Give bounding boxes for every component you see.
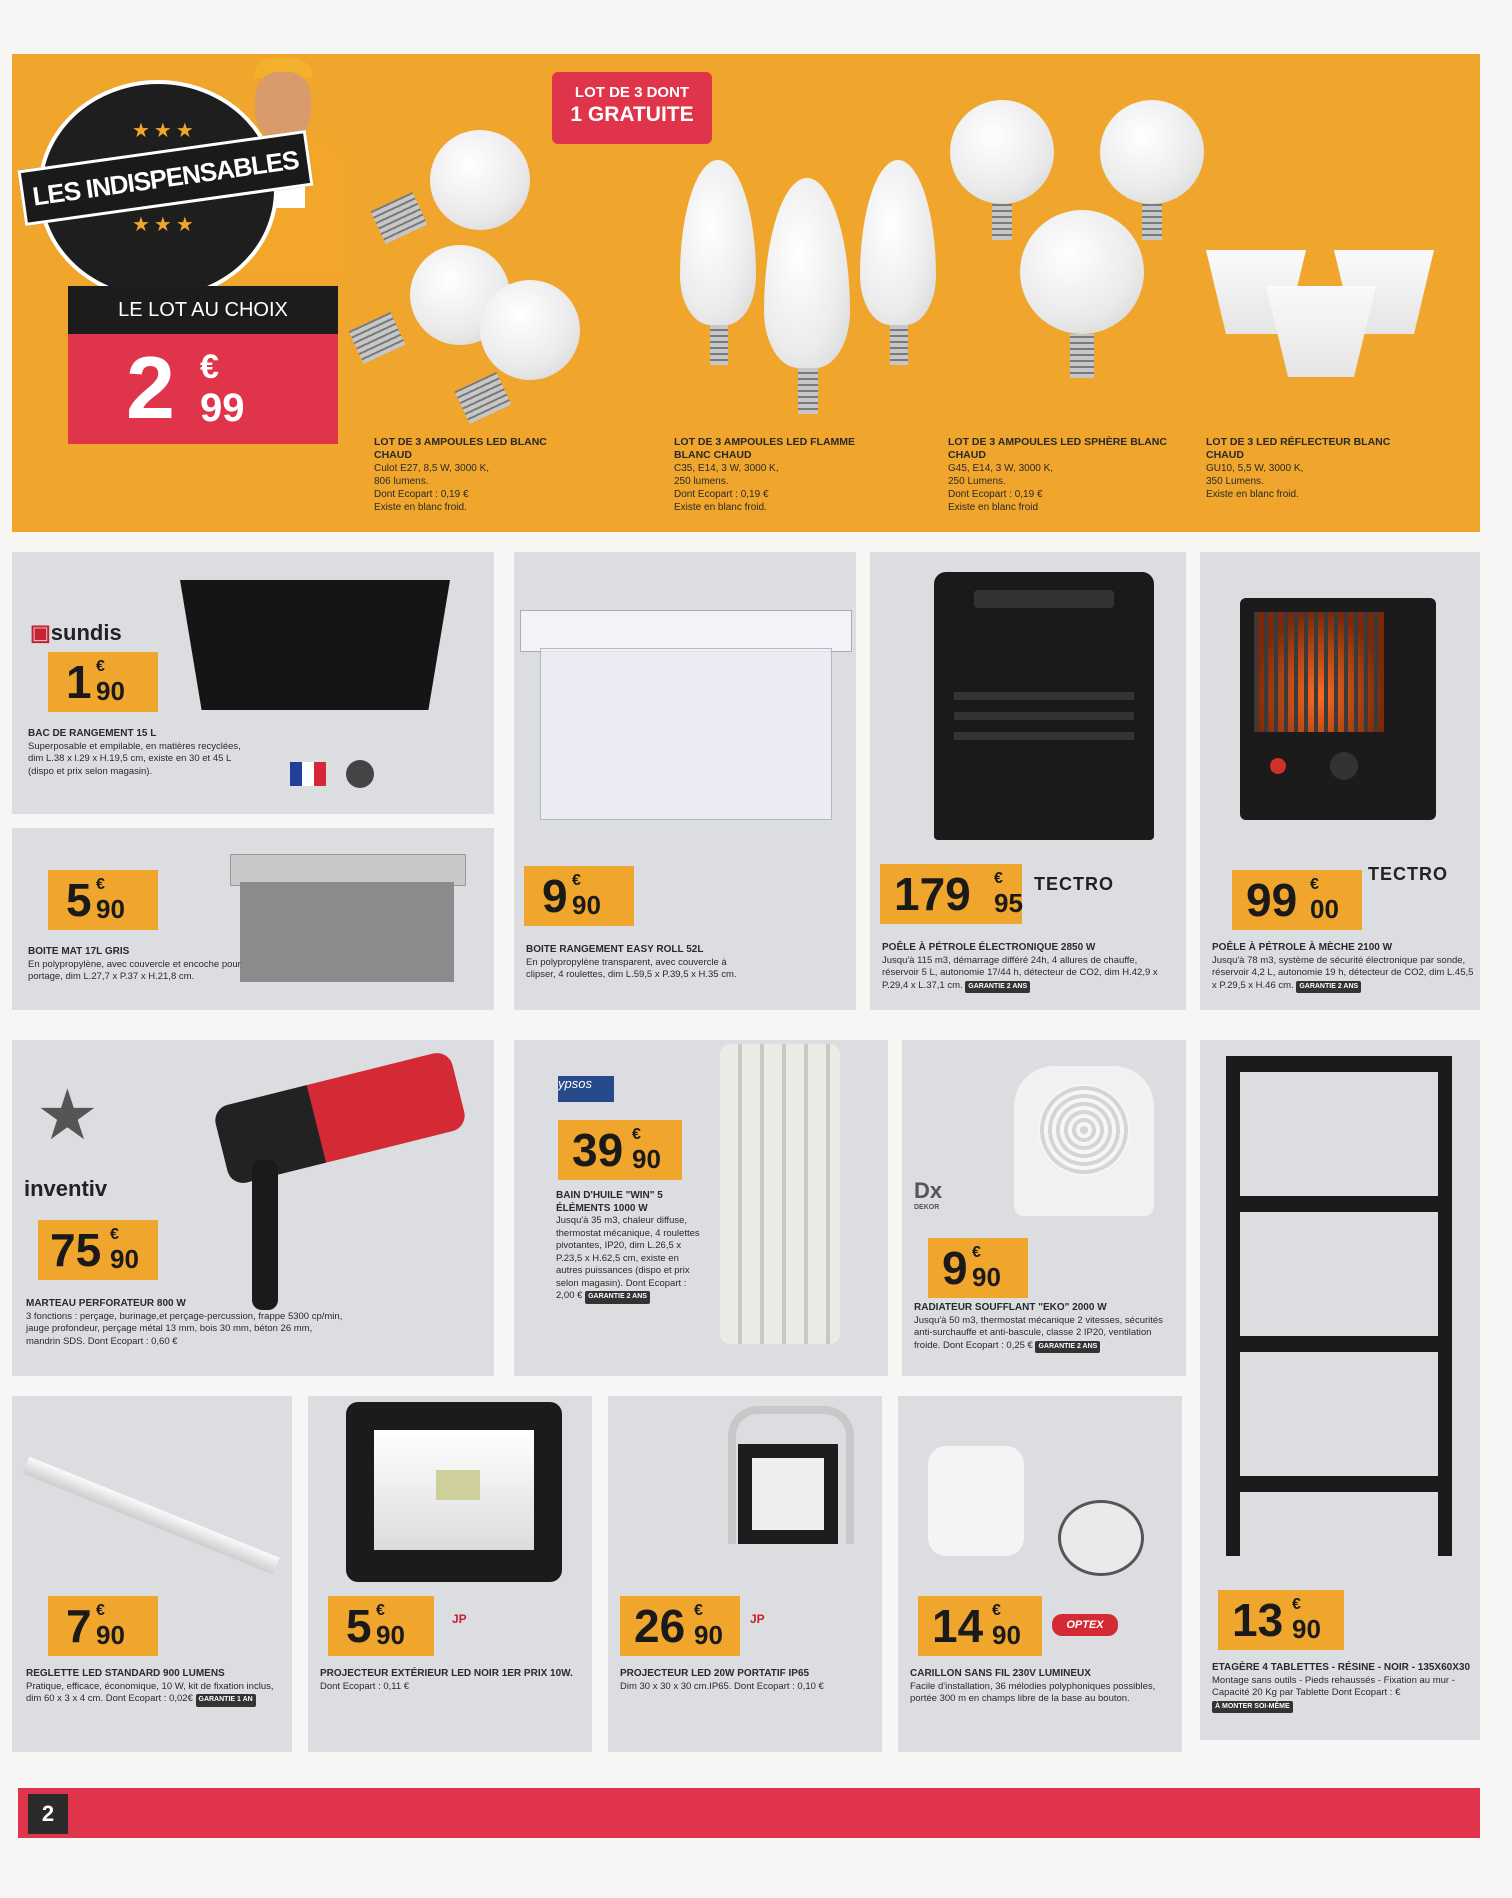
price-currency: € xyxy=(992,1602,1001,1619)
desc-line: Existe en blanc froid. xyxy=(674,502,767,513)
brand-name: ypsos xyxy=(558,1076,592,1091)
product-description xyxy=(556,1190,706,1304)
product-description xyxy=(1212,1662,1474,1713)
price-integer: 13 xyxy=(1232,1594,1284,1646)
product-title: POÊLE À PÉTROLE ÉLECTRONIQUE 2850 W xyxy=(882,942,1096,953)
price-currency: € xyxy=(1292,1596,1301,1613)
product-title: BAIN D'HUILE "WIN" 5 ÉLÉMENTS 1000 W xyxy=(556,1190,663,1214)
clear-box-image xyxy=(540,648,832,820)
product-description xyxy=(620,1668,880,1693)
price-currency: € xyxy=(972,1244,981,1261)
price-decimal: 95 xyxy=(994,888,1023,918)
price-currency: € xyxy=(994,870,1003,887)
product-title: BOITE MAT 17L GRIS xyxy=(28,946,130,957)
product-description xyxy=(28,946,258,984)
price-integer: 39 xyxy=(572,1124,624,1176)
desc-line: G45, E14, 3 W, 3000 K, xyxy=(948,463,1054,474)
desc-line: GU10, 5,5 W, 3000 K, xyxy=(1206,463,1304,474)
promo-line1: LOT DE 3 DONT xyxy=(574,84,690,101)
price-tag xyxy=(328,1596,434,1656)
brand-sub: DEKOR xyxy=(914,1204,940,1211)
price-decimal: 90 xyxy=(96,1620,125,1650)
price-currency: € xyxy=(96,1602,105,1619)
card-bac-rangement xyxy=(12,552,494,814)
price-integer: 179 xyxy=(894,868,971,920)
price-currency: € xyxy=(200,348,219,386)
card-projecteur-20w xyxy=(608,1396,882,1752)
desc-line: Dont Ecopart : 0,19 € xyxy=(674,489,769,500)
sphere-bulbs-image xyxy=(950,100,1210,430)
price-currency: € xyxy=(96,876,105,893)
banner-product-3-title: LOT DE 3 AMPOULES LED SPHÈRE BLANC CHAUD xyxy=(948,436,1167,461)
black-bin-image xyxy=(180,580,450,710)
product-description xyxy=(882,942,1170,993)
hammer-drill-image xyxy=(212,1050,468,1187)
price-integer: 99 xyxy=(1246,874,1298,926)
product-details: En polypropylène transparent, avec couvercle à clipser, 4 roulettes, dim L.59,5 x P.39,5 x H.35 cm. xyxy=(526,956,737,980)
price-tag xyxy=(620,1596,740,1656)
tectro-logo: TECTRO xyxy=(1368,864,1448,884)
card-carillon xyxy=(898,1396,1182,1752)
guarantee-badge: À MONTER SOI-MÊME xyxy=(1212,1701,1293,1714)
card-poele-electronique xyxy=(870,552,1186,1010)
product-title: BOITE RANGEMENT EASY ROLL 52L xyxy=(526,944,704,955)
jp-logo: JP xyxy=(452,1612,467,1626)
price-currency: € xyxy=(694,1602,703,1619)
price-integer: 1 xyxy=(66,656,92,708)
product-details: 3 fonctions : perçage, burinage,et perçage-percussion, frappe 5300 cp/min, jauge profondeur, perçage métal 13 mm, bois 30 mm, béton 26 mm, mandrin SDS. Dont Ecopart : 0,60 € xyxy=(26,1310,343,1347)
price-integer: 14 xyxy=(932,1600,984,1652)
product-details: En polypropylène, avec couvercle et encoche pour portage, dim L.27,7 x P.37 x H.21,8 cm. xyxy=(28,958,241,982)
les-indispensables-badge: LES INDISPENSABLES xyxy=(18,130,314,226)
desc-line: 250 Lumens. xyxy=(948,476,1006,487)
brand-name: sundis xyxy=(50,620,122,645)
price-decimal: 90 xyxy=(694,1620,723,1650)
product-details: Jusqu'à 35 m3, chaleur diffuse, thermostat mécanique, 4 roulettes pivotantes, IP20, dim L.26,5 x P.23,5 x H.62,5 cm, existe en autres puissances (dispo et prix selon magasin). Dont Ecopart : 2,00 € xyxy=(556,1215,700,1301)
stars-top: ★★★ xyxy=(132,120,198,142)
product-description xyxy=(1212,942,1474,993)
card-projecteur-noir xyxy=(308,1396,592,1752)
desc-line: Existe en blanc froid xyxy=(948,502,1039,513)
price-integer: 7 xyxy=(66,1600,92,1652)
product-details: Superposable et empilable, en matières recyclées, dim L.38 x l.29 x H.19,5 cm, existe en 30 et 45 L (dispo et prix selon magasin). xyxy=(28,740,241,777)
product-title: MARTEAU PERFORATEUR 800 W xyxy=(26,1298,186,1309)
guarantee-badge: GARANTIE 2 ANS xyxy=(965,981,1030,994)
desc-line: Dont Ecopart : 0,19 € xyxy=(374,489,469,500)
banner-price xyxy=(68,334,338,444)
card-reglette xyxy=(12,1396,292,1752)
product-description xyxy=(320,1668,580,1693)
doorbell-receiver-image xyxy=(928,1446,1024,1556)
guarantee-badge: GARANTIE 2 ANS xyxy=(1035,1341,1100,1354)
card-boite-mat xyxy=(12,828,494,1010)
e27-bulbs-image xyxy=(360,120,570,430)
desc-line: C35, E14, 3 W, 3000 K, xyxy=(674,463,779,474)
price-decimal: 00 xyxy=(1310,894,1339,924)
price-currency: € xyxy=(96,658,105,675)
doorbell-button-image xyxy=(1058,1500,1144,1576)
price-integer: 9 xyxy=(542,870,568,922)
guarantee-badge: GARANTIE 2 ANS xyxy=(1296,981,1361,994)
price-tag xyxy=(880,864,1022,924)
product-details: Pratique, efficace, économique, 10 W, kit de fixation inclus, dim 60 x 3 x 4 cm. Dont Ecopart : 0,02€ xyxy=(26,1680,274,1704)
wick-heater-image xyxy=(1240,598,1436,820)
guarantee-badge: GARANTIE 1 AN xyxy=(196,1694,256,1707)
price-tag xyxy=(48,1596,158,1656)
gu10-reflectors-image xyxy=(1206,250,1446,430)
price-integer: 75 xyxy=(50,1224,102,1276)
banner-product-4 xyxy=(1206,436,1406,501)
dekor-logo xyxy=(914,1178,942,1211)
price-decimal: 90 xyxy=(572,890,601,920)
product-title: PROJECTEUR LED 20W PORTATIF IP65 xyxy=(620,1668,810,1679)
grey-box-image xyxy=(240,882,454,982)
price-currency: € xyxy=(110,1226,119,1243)
page-number: 2 xyxy=(28,1794,68,1834)
price-integer: 2 xyxy=(126,338,175,437)
card-easy-roll xyxy=(514,552,856,1010)
banner-product-1-title: LOT DE 3 AMPOULES LED BLANC CHAUD xyxy=(374,436,547,461)
price-integer: 5 xyxy=(66,874,92,926)
sundis-logo: ▣sundis xyxy=(30,620,122,645)
desc-line: Existe en blanc froid. xyxy=(374,502,467,513)
product-description xyxy=(910,1668,1170,1706)
price-decimal: 90 xyxy=(110,1244,139,1274)
price-decimal: 90 xyxy=(632,1144,661,1174)
oil-radiator-image xyxy=(720,1044,840,1344)
price-tag xyxy=(524,866,634,926)
product-description xyxy=(28,728,258,778)
desc-line: 350 Lumens. xyxy=(1206,476,1264,487)
card-etagere xyxy=(1200,1040,1480,1740)
product-title: REGLETTE LED STANDARD 900 LUMENS xyxy=(26,1668,225,1679)
product-details: Jusqu'à 115 m3, démarrage différé 24h, 4 allures de chauffe, réservoir 5 L, autonomie 17/44 h, détecteur de CO2, dim H.42,9 x P.29,4 x L.37,1 cm. xyxy=(882,954,1158,991)
card-marteau xyxy=(12,1040,494,1376)
price-tag xyxy=(918,1596,1042,1656)
card-poele-meche xyxy=(1200,552,1480,1010)
price-decimal: 99 xyxy=(200,386,245,430)
price-decimal: 90 xyxy=(992,1620,1021,1650)
banner-product-4-title: LOT DE 3 LED RÉFLECTEUR BLANC CHAUD xyxy=(1206,436,1391,461)
stars-bottom: ★★★ xyxy=(132,214,198,236)
banner-product-3 xyxy=(948,436,1168,514)
product-description xyxy=(526,944,756,982)
desc-line: 250 lumens. xyxy=(674,476,729,487)
product-details: Dim 30 x 30 x 30 cm.IP65. Dont Ecopart : 0,10 € xyxy=(620,1680,824,1692)
promo-line2: 1 GRATUITE xyxy=(570,103,694,126)
price-currency: € xyxy=(632,1126,641,1143)
fan-heater-image xyxy=(1014,1066,1154,1216)
jp-logo: JP xyxy=(750,1612,765,1626)
product-details: Jusqu'à 78 m3, système de sécurité électronique par sonde, réservoir 4,2 L, autonomie 19 h, détecteur de CO2, dim L.45,5 x P.29,5 x H.46 cm. xyxy=(1212,954,1474,991)
price-decimal: 90 xyxy=(96,676,125,706)
promo-lot-badge xyxy=(552,72,712,144)
banner-product-2 xyxy=(674,436,894,514)
product-description xyxy=(26,1668,286,1707)
price-decimal: 90 xyxy=(96,894,125,924)
brand-name: Dx xyxy=(914,1178,943,1203)
france-flag-icon xyxy=(290,762,326,786)
price-integer: 26 xyxy=(634,1600,686,1652)
product-title: PROJECTEUR EXTÉRIEUR LED NOIR 1ER PRIX 10W. xyxy=(320,1668,573,1679)
floodlight-image xyxy=(346,1402,562,1582)
product-title: POÊLE À PÉTROLE À MÈCHE 2100 W xyxy=(1212,942,1393,953)
product-details: Montage sans outils - Pieds rehaussés - Fixation au mur - Capacité 20 Kg par Tablette Dont Ecopart : € xyxy=(1212,1674,1455,1698)
product-description xyxy=(26,1298,346,1348)
banner-product-1 xyxy=(374,436,554,514)
price-decimal: 90 xyxy=(376,1620,405,1650)
card-bain-huile xyxy=(514,1040,888,1376)
card-radiateur xyxy=(902,1040,1186,1376)
product-title: RADIATEUR SOUFFLANT "EKO" 2000 W xyxy=(914,1302,1107,1313)
product-title: CARILLON SANS FIL 230V LUMINEUX xyxy=(910,1668,1091,1679)
price-tag xyxy=(928,1238,1028,1298)
price-decimal: 90 xyxy=(972,1262,1001,1292)
product-title: ETAGÈRE 4 TABLETTES - RÉSINE - NOIR - 135X60X30 xyxy=(1212,1662,1471,1673)
price-tag xyxy=(1218,1590,1344,1650)
inventiv-logo: inventiv xyxy=(24,1176,108,1201)
price-currency: € xyxy=(572,872,581,889)
desc-line: 806 lumens. xyxy=(374,476,429,487)
price-tag xyxy=(558,1120,682,1180)
price-currency: € xyxy=(376,1602,385,1619)
product-details: Dont Ecopart : 0,11 € xyxy=(320,1680,410,1692)
tectro-logo: TECTRO xyxy=(1034,874,1114,894)
guarantee-badge: GARANTIE 2 ANS xyxy=(585,1291,650,1304)
drill-handle-image xyxy=(252,1160,278,1310)
clear-box-lid-image xyxy=(520,610,852,652)
price-tag xyxy=(48,870,158,930)
portable-projector-image xyxy=(738,1444,838,1544)
price-integer: 5 xyxy=(346,1600,372,1652)
inventiv-star-icon: ★ xyxy=(36,1076,99,1154)
desc-line: Existe en blanc froid. xyxy=(1206,489,1299,500)
product-title: BAC DE RANGEMENT 15 L xyxy=(28,728,157,739)
heater-image xyxy=(934,572,1154,840)
choice-label: LE LOT AU CHOIX xyxy=(68,286,338,334)
footer-bar xyxy=(18,1788,1480,1838)
desc-line: Dont Ecopart : 0,19 € xyxy=(948,489,1043,500)
price-tag xyxy=(1232,870,1362,930)
price-integer: 9 xyxy=(942,1242,968,1294)
banner-product-2-title: LOT DE 3 AMPOULES LED FLAMME BLANC CHAUD xyxy=(674,436,856,461)
recycled-icon xyxy=(346,760,374,788)
led-strip-image xyxy=(23,1457,280,1575)
candle-bulbs-image xyxy=(680,160,950,430)
product-description xyxy=(914,1302,1178,1353)
shelf-image xyxy=(1226,1056,1452,1556)
desc-line: Culot E27, 8,5 W, 3000 K, xyxy=(374,463,490,474)
product-details: Jusqu'à 50 m3, thermostat mécanique 2 vitesses, sécurités anti-surchauffe et anti-bascule, classe 2 IP20, ventilation froide. Dont Ecopart : 0,25 € xyxy=(914,1314,1163,1351)
price-tag xyxy=(38,1220,158,1280)
price-tag xyxy=(48,652,158,712)
product-details: Facile d'installation, 36 mélodies polyphoniques possibles, portée 300 m en champs libre de la base au bouton. xyxy=(910,1680,1156,1704)
price-currency: € xyxy=(1310,876,1319,893)
optex-logo: OPTEX xyxy=(1052,1614,1118,1636)
price-decimal: 90 xyxy=(1292,1614,1321,1644)
ypsos-logo xyxy=(558,1076,614,1102)
